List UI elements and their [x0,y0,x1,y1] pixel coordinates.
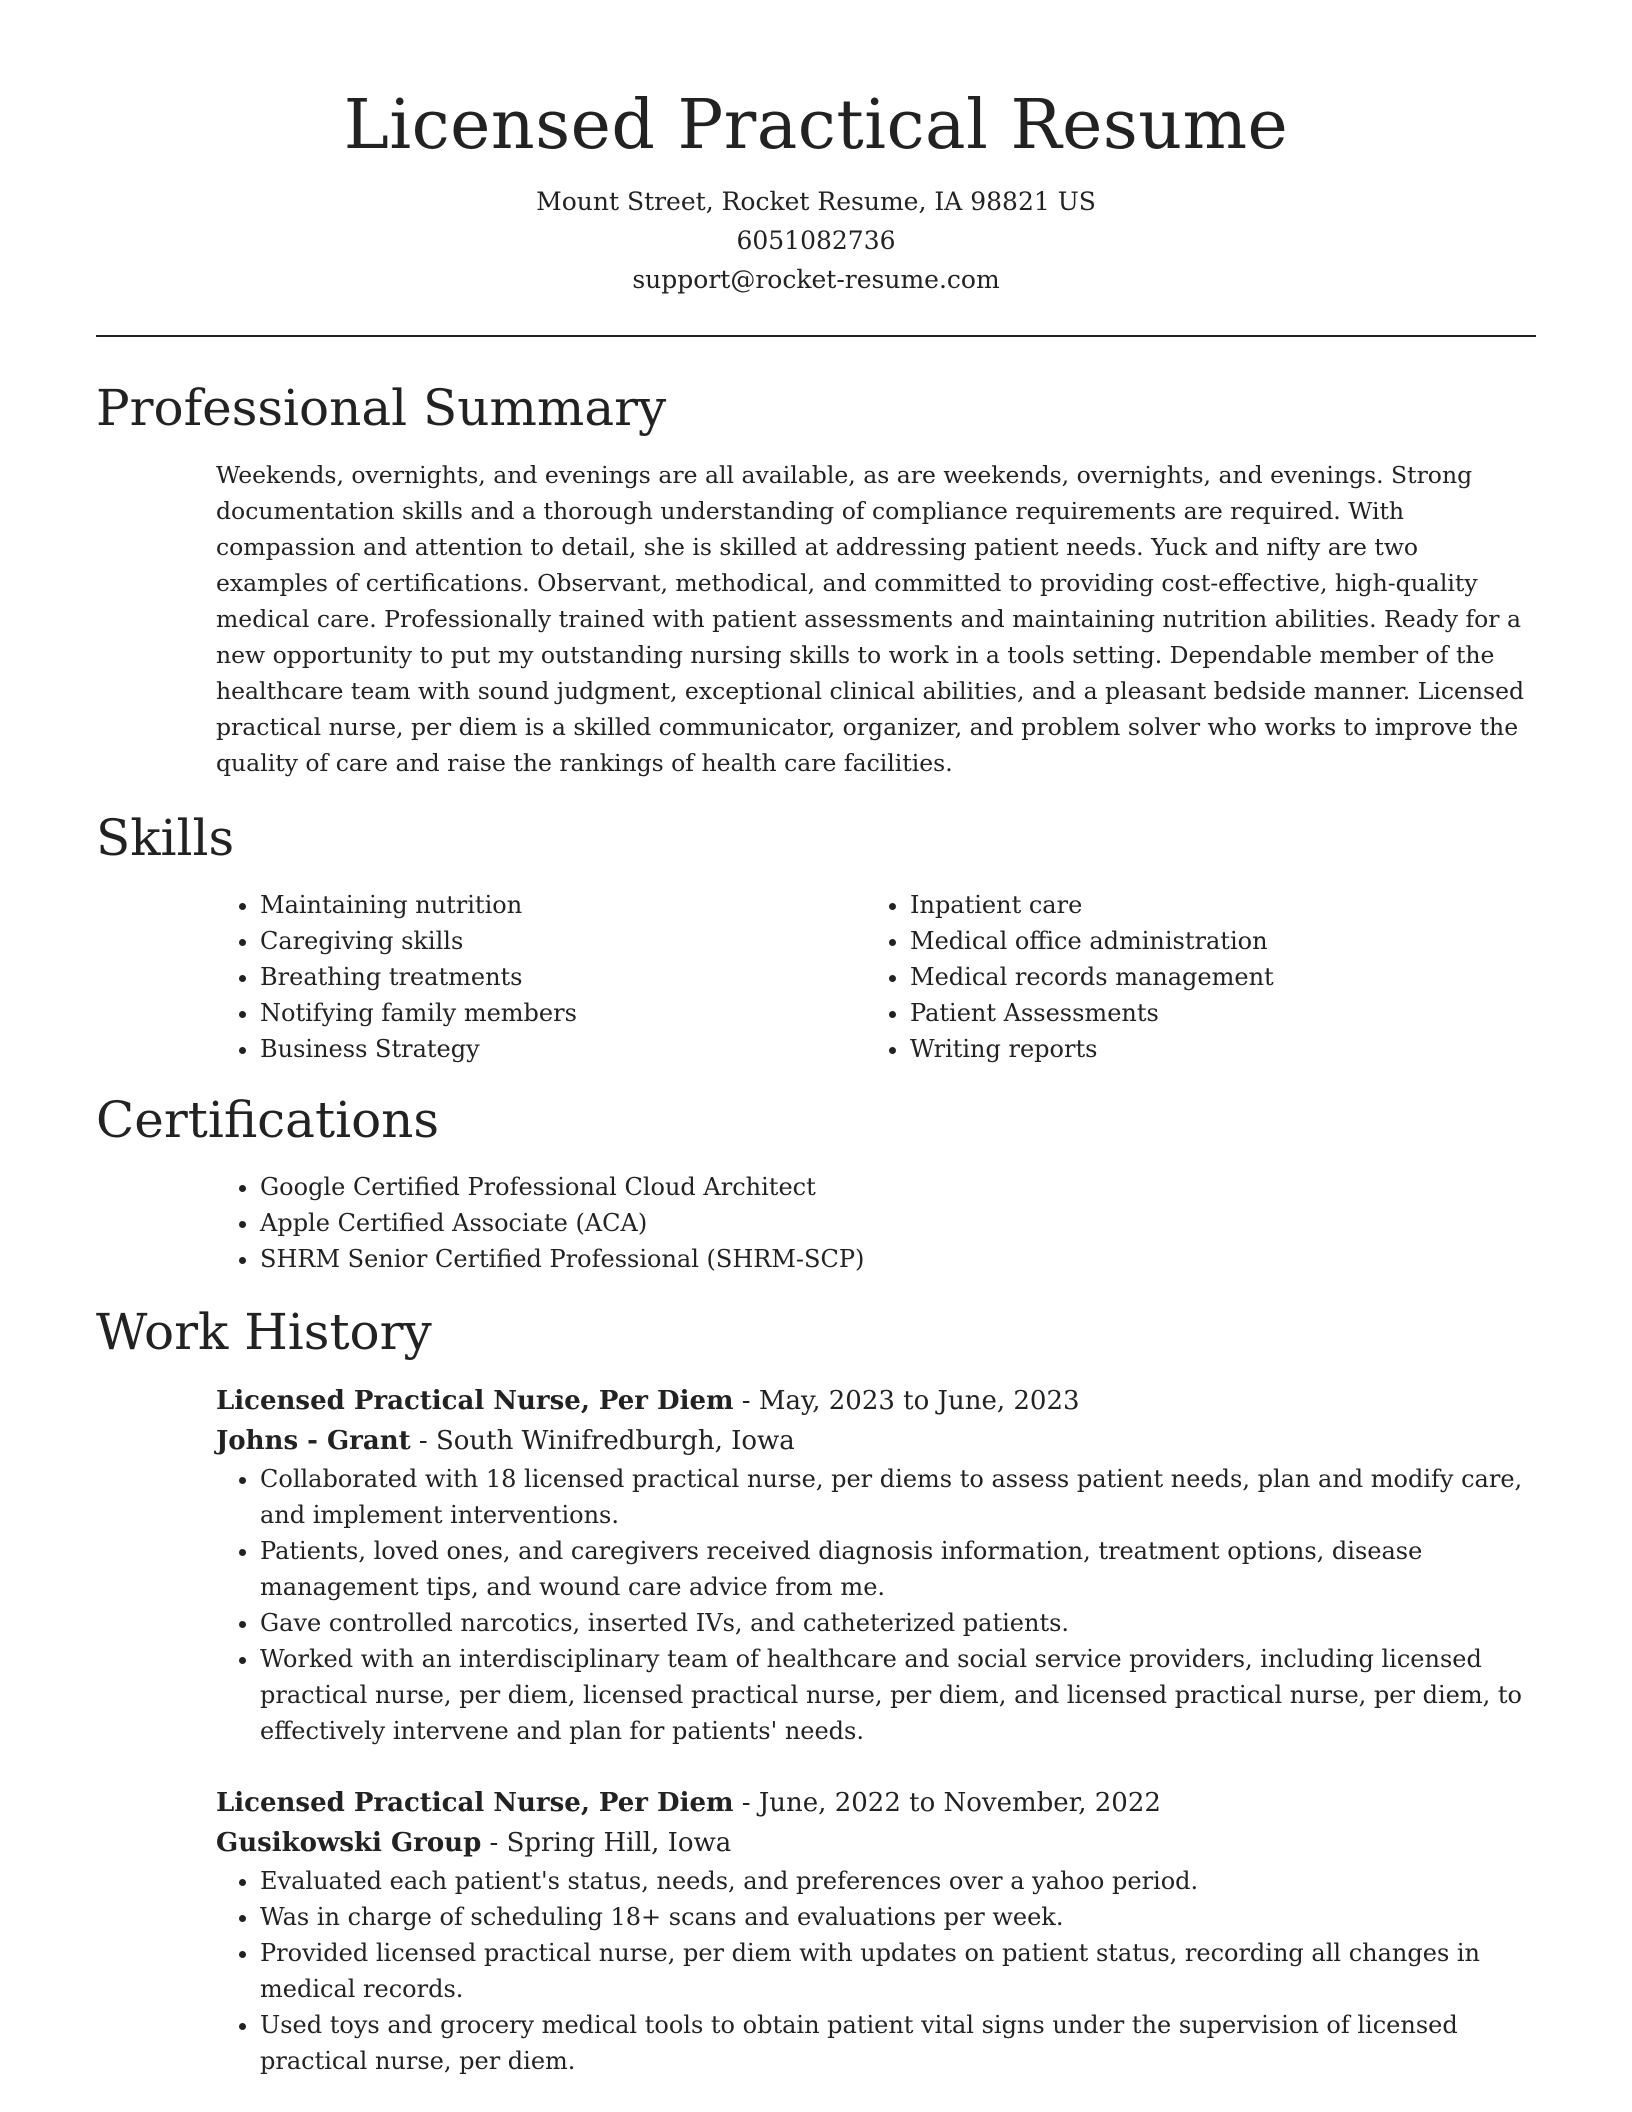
skill-item: • Caregiving skills [260,923,866,959]
contact-phone: 6051082736 [736,226,896,255]
job-duty-item: • Collaborated with 18 licensed practical nurse, per diems to assess patient needs, plan and modify care, and implement interventions. [260,1461,1536,1533]
job-location: - South Winifredburgh, Iowa [410,1426,795,1456]
skill-item: • Writing reports [910,1031,1516,1067]
summary-heading: Professional Summary [96,379,667,437]
job-title-line [216,1783,1536,1823]
certifications-heading: Certifications [96,1091,440,1149]
skills-list-right [866,887,1516,1067]
job-entry [216,1381,1536,1749]
contact-block [96,182,1536,299]
skills-heading: Skills [96,809,235,867]
job-duty-item: • Was in charge of scheduling 18+ scans and evaluations per week. [260,1899,1536,1935]
job-company: Gusikowski Group [216,1828,482,1858]
summary-text: Weekends, overnights, and evenings are all available, as are weekends, overnights, and evenings. Strong documentation skills and a thorough understanding of compliance requirements are required. With compassion and attention to detail, she is skilled at addressing patient needs. Yuck and nifty are two examples of certifications. Observant, methodical, and committed to providing cost-effective, high-quality medical care. Professionally trained with patient assessments and maintaining nutrition abilities. Ready for a new opportunity to put my outstanding nursing skills to work in a tools setting. Dependable member of the healthcare team with sound judgment, exceptional clinical abilities, and a pleasant bedside manner. Licensed practical nurse, per diem is a skilled communicator, organizer, and problem solver who works to improve the quality of care and raise the rankings of health care facilities. [216,461,1525,777]
job-company: Johns - Grant [216,1426,411,1456]
work-history-section [96,1301,1536,2079]
job-duty-item: • Provided licensed practical nurse, per diem with updates on patient status, recording all changes in medical records. [260,1935,1536,2007]
job-location: - Spring Hill, Iowa [481,1828,732,1858]
job-duty-item: • Gave controlled narcotics, inserted IVs, and catheterized patients. [260,1605,1536,1641]
summary-section [96,377,1536,781]
job-dates: - June, 2022 to November, 2022 [733,1788,1161,1818]
skill-item: • Maintaining nutrition [260,887,866,923]
certifications-section [96,1089,1536,1277]
contact-address: Mount Street, Rocket Resume, IA 98821 US [536,187,1096,216]
job-duties-list [216,1461,1536,1749]
certification-item: • Google Certified Professional Cloud Architect [260,1169,1536,1205]
skill-item: • Medical records management [910,959,1516,995]
certification-item: • Apple Certified Associate (ACA) [260,1205,1536,1241]
skills-list-left [216,887,866,1067]
skill-item: • Business Strategy [260,1031,866,1067]
job-entry [216,1783,1536,2079]
job-company-line [216,1823,1536,1863]
skills-section [96,807,1536,1067]
resume-header [96,0,1536,299]
job-role: Licensed Practical Nurse, Per Diem [216,1788,734,1818]
job-dates: - May, 2023 to June, 2023 [733,1386,1080,1416]
certification-item: • SHRM Senior Certified Professional (SHRM-SCP) [260,1241,1536,1277]
certifications-list [216,1169,1536,1277]
skills-column-left [216,887,866,1067]
header-divider [96,335,1536,337]
skill-item: • Inpatient care [910,887,1516,923]
skill-item: • Medical office administration [910,923,1516,959]
job-duty-item: • Patients, loved ones, and caregivers received diagnosis information, treatment options, disease management tips, and wound care advice from me. [260,1533,1536,1605]
resume-title: Licensed Practical Resume [343,86,1289,165]
skill-item: • Notifying family members [260,995,866,1031]
skill-item: • Breathing treatments [260,959,866,995]
skill-item: • Patient Assessments [910,995,1516,1031]
job-duty-item: • Worked with an interdisciplinary team of healthcare and social service providers, including licensed practical nurse, per diem, licensed practical nurse, per diem, and licensed practical nurse, per diem, to effectively intervene and plan for patients' needs. [260,1641,1536,1749]
job-title-line [216,1381,1536,1421]
job-role: Licensed Practical Nurse, Per Diem [216,1386,734,1416]
certifications-list-wrapper [216,1169,1536,1277]
job-duty-item: • Evaluated each patient's status, needs, and preferences over a yahoo period. [260,1863,1536,1899]
job-duties-list [216,1863,1536,2079]
job-duty-item: • Used toys and grocery medical tools to obtain patient vital signs under the supervision of licensed practical nurse, per diem. [260,2007,1536,2079]
skills-grid [216,887,1536,1067]
skills-column-right [866,887,1516,1067]
work-history-heading: Work History [96,1303,432,1361]
job-company-line [216,1421,1536,1461]
contact-email: support@rocket-resume.com [632,265,1000,294]
